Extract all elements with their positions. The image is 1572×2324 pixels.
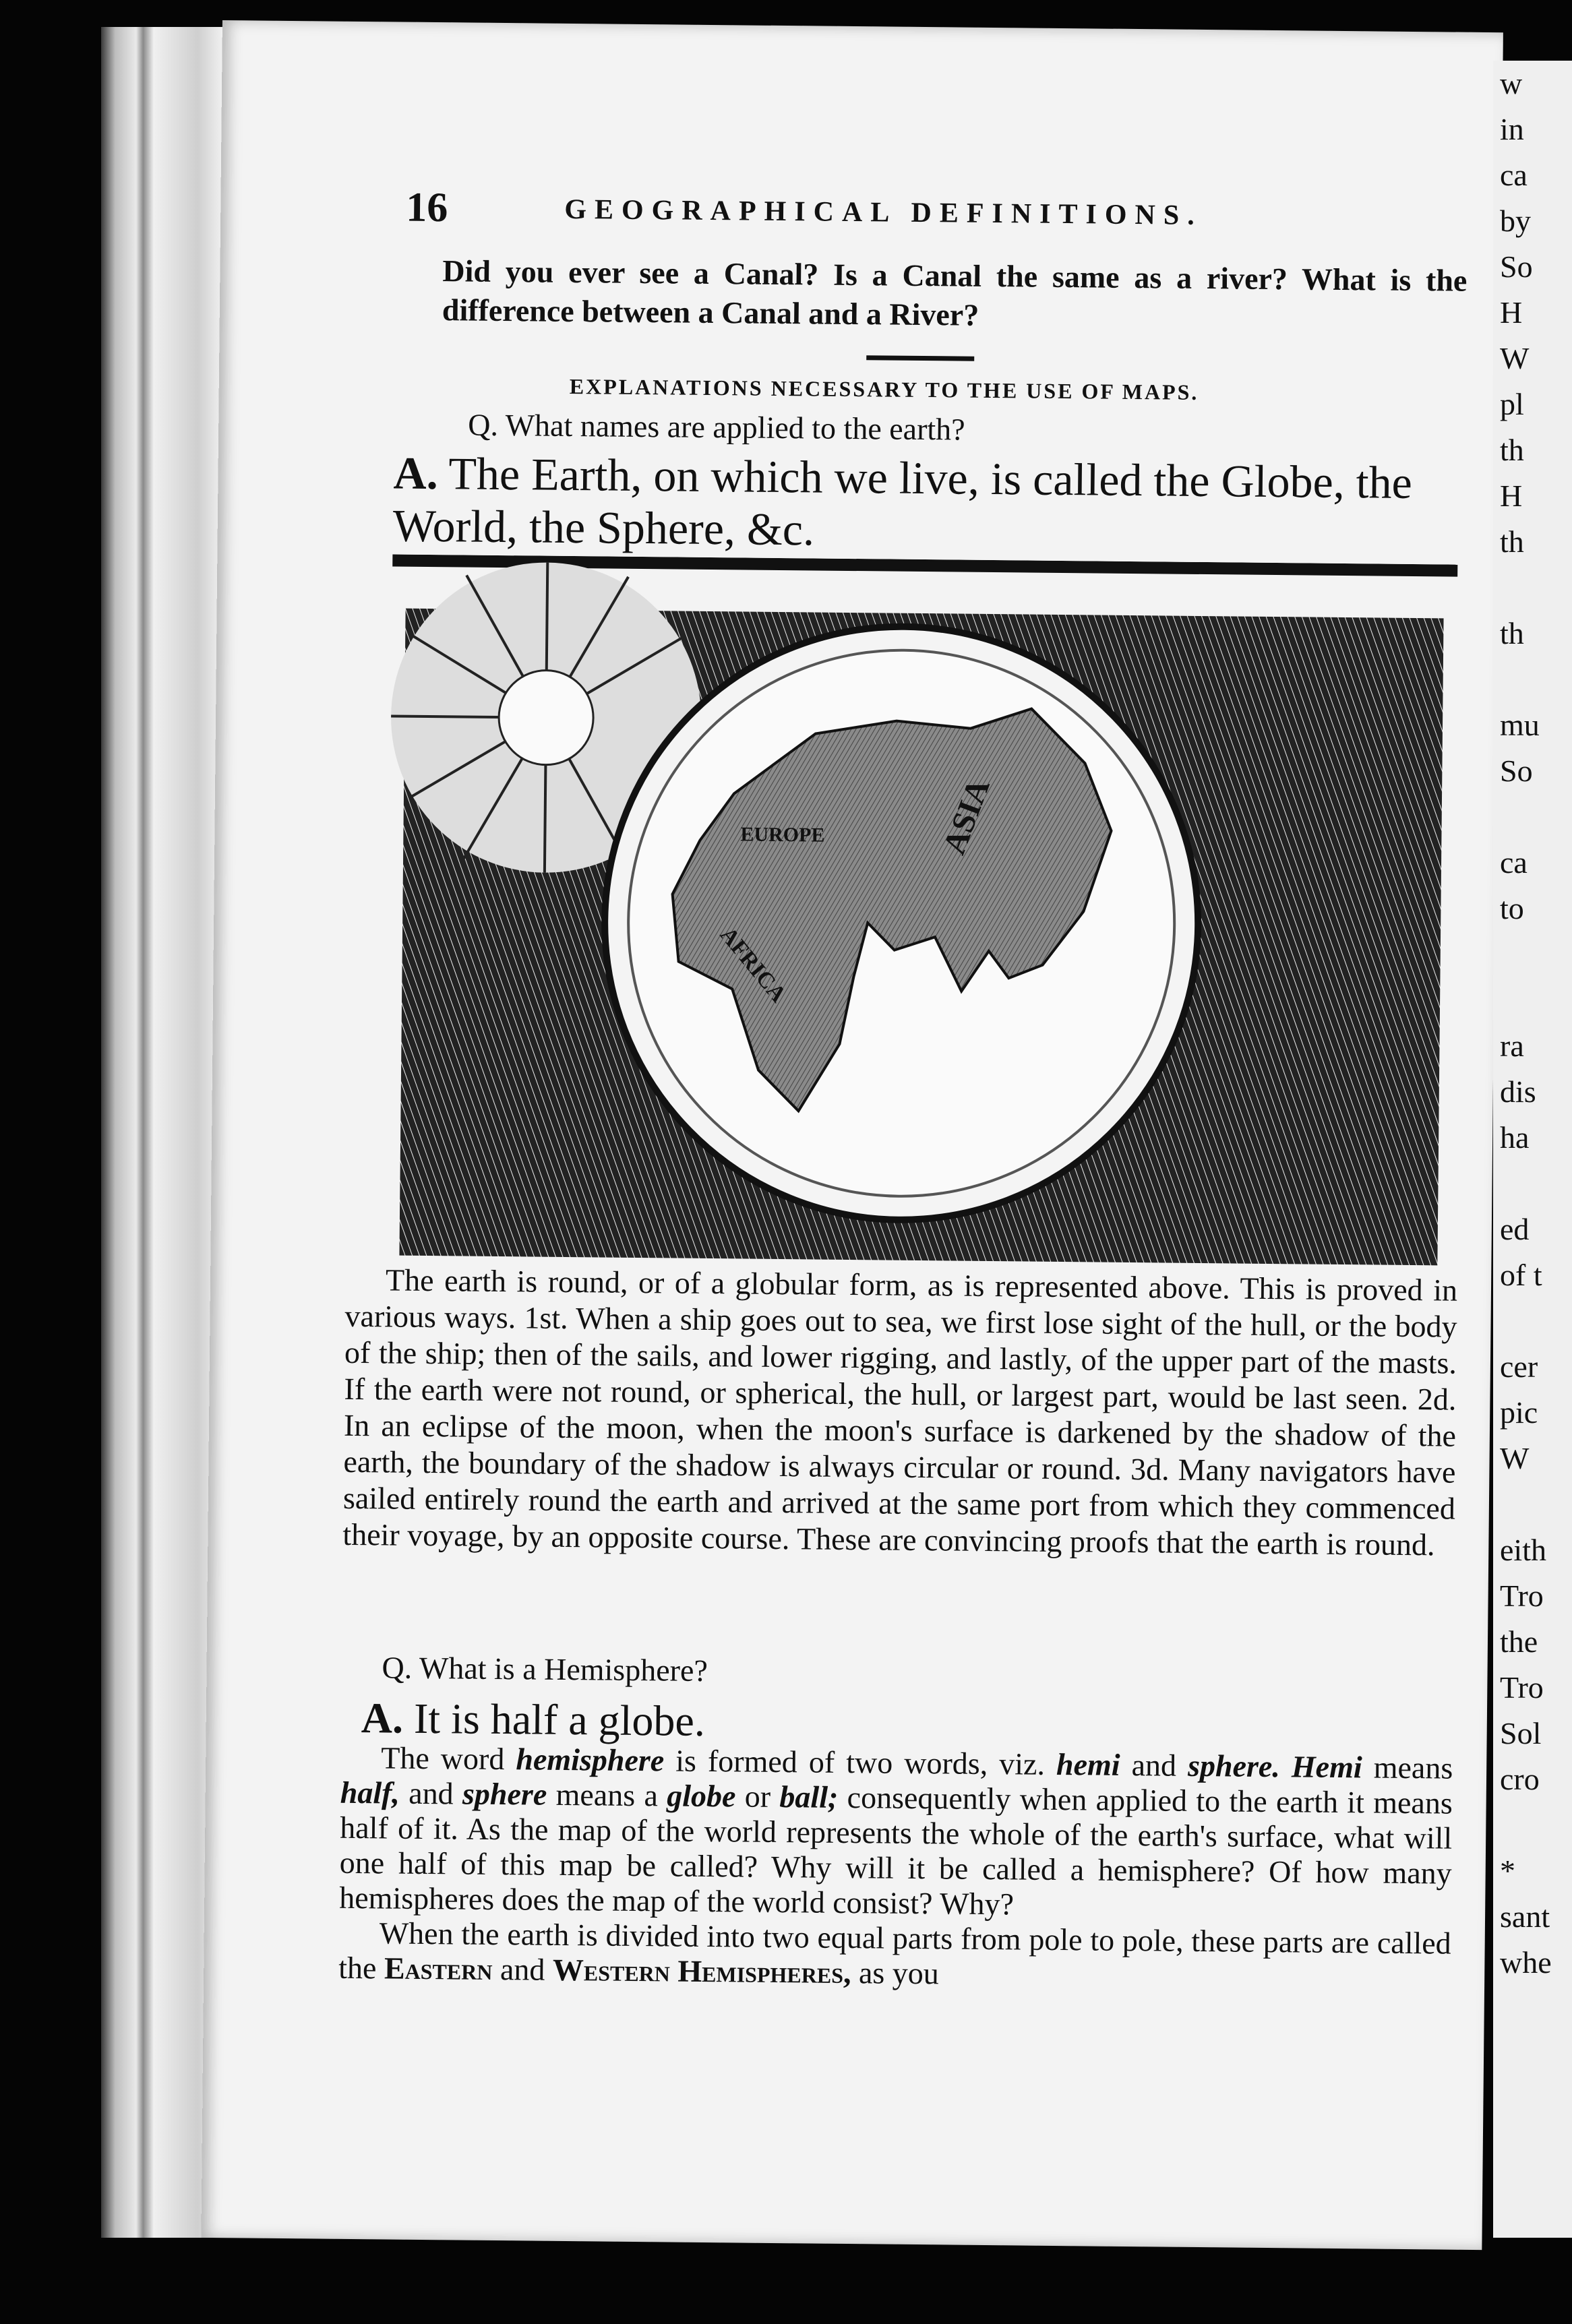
intro-questions: Did you ever see a Canal? Is a Canal the same as a river? What is the difference between a Canal and a River? <box>442 253 1468 332</box>
italic-term: ball; <box>779 1779 839 1814</box>
facing-page-line <box>1493 565 1572 611</box>
paragraph-hemisphere <box>338 1740 1453 1996</box>
facing-page-line: ra <box>1500 1029 1524 1063</box>
paragraph-round-earth <box>342 1262 1457 1564</box>
facing-page-line <box>1493 1481 1572 1527</box>
text-run: and <box>1131 1748 1177 1783</box>
section-heading: EXPLANATIONS NECESSARY TO THE USE OF MAPS. <box>569 373 1199 404</box>
facing-page-line: mu <box>1500 708 1540 742</box>
text-run: is formed of two words, viz. <box>675 1743 1046 1781</box>
facing-page-line: Tro <box>1500 1579 1544 1613</box>
italic-term: sphere. <box>1187 1748 1281 1784</box>
answer-text: It is half a globe. <box>413 1694 706 1745</box>
italic-term: half, <box>340 1775 400 1810</box>
italic-term: hemisphere <box>516 1742 665 1778</box>
facing-page-line <box>1493 656 1572 702</box>
facing-page-line: to <box>1500 891 1524 925</box>
globe <box>602 624 1201 1223</box>
facing-page-line: whe <box>1500 1945 1552 1980</box>
small-caps-term: Western Hemispheres, <box>552 1952 851 1990</box>
facing-page-line: of t <box>1500 1258 1542 1292</box>
facing-page-line: W <box>1500 1441 1530 1475</box>
hemisphere-division <box>338 1916 1451 1996</box>
answer-hemisphere <box>361 1693 705 1746</box>
map-label-africa: AFRICA <box>715 922 791 1008</box>
facing-page-line: the <box>1500 1624 1538 1659</box>
answer-label: A. <box>393 447 439 499</box>
facing-page-line: H <box>1500 295 1523 330</box>
book-page <box>201 20 1503 2250</box>
facing-page-line: in <box>1500 112 1524 146</box>
italic-term: globe <box>667 1778 736 1814</box>
page-number: 16 <box>406 184 448 231</box>
facing-page-line: So <box>1500 249 1533 284</box>
facing-page-line: pic <box>1500 1395 1538 1430</box>
facing-page-line: ca <box>1500 845 1528 880</box>
hemisphere-definition <box>339 1740 1453 1926</box>
facing-page-line <box>1493 1802 1572 1848</box>
facing-page-line <box>1493 1298 1572 1344</box>
question-earth-names: Q. What names are applied to the earth? <box>468 407 965 447</box>
answer-text: The Earth, on which we live, is called the Globe, the World, the Sphere, &c. <box>392 448 1413 555</box>
facing-page-line: ed <box>1500 1212 1530 1246</box>
facing-page-line <box>1493 794 1572 840</box>
facing-page-line: cer <box>1500 1349 1538 1384</box>
facing-page-line <box>1493 1161 1572 1206</box>
facing-page-line: Sol <box>1500 1716 1542 1750</box>
italic-term: Hemi <box>1291 1749 1362 1785</box>
text-run: When the earth is divided into two equal parts from pole to pole, these parts are called the <box>338 1916 1451 1986</box>
text-run: and <box>500 1952 545 1987</box>
answer-label: A. <box>361 1694 404 1742</box>
facing-page-line: th <box>1500 616 1524 650</box>
facing-page-line <box>1493 977 1572 1023</box>
facing-page-line: th <box>1500 524 1524 559</box>
facing-page-line: eith <box>1500 1533 1546 1567</box>
facing-page-line <box>1493 931 1572 977</box>
paragraph-text: The earth is round, or of a globular form, as is represented above. This is proved in various ways. 1st. When a ship goes out to sea, we first lose sight of the hull, or the body of the ship; then of the sails, and lower rigging, and lastly, of the upper part of the masts. If the earth were not round, or spherical, the hull, or largest part, would be last seen. 2d. In an eclipse of the moon, when the moon's surface is darkened by the shadow of the earth, the boundary of the shadow is always circular or round. 3d. Many navigators have sailed entirely round the earth and arrived at the same port from which they commenced their voyage, by an opposite course. These are convincing proofs that the earth is round. <box>342 1262 1458 1562</box>
facing-page-line: * <box>1500 1854 1515 1888</box>
answer-earth-names <box>392 446 1525 562</box>
map-label-europe: EUROPE <box>740 823 825 847</box>
text-run: as you <box>858 1955 940 1991</box>
facing-page-line: th <box>1500 433 1524 467</box>
question-hemisphere: Q. What is a Hemisphere? <box>382 1650 708 1688</box>
text-run: means <box>1373 1750 1453 1785</box>
facing-page-line: pl <box>1500 387 1524 421</box>
facing-page-line: So <box>1500 754 1533 788</box>
facing-page-line: H <box>1500 479 1523 513</box>
italic-term: sphere <box>462 1776 547 1812</box>
text-run: The word <box>381 1740 505 1777</box>
small-caps-term: Eastern <box>384 1951 493 1986</box>
text-run: and <box>409 1775 454 1811</box>
text-run: consequently when applied to the earth it means half of it. As the map of the world represents the whole of the earth's surface, what will one half of this map be called? Why will it be called a hemisphere? Of how many hemispheres does the map of the world consist? Why? <box>339 1780 1453 1922</box>
facing-page-line: cro <box>1500 1762 1540 1796</box>
facing-page-line: ca <box>1500 158 1528 192</box>
globe-illustration <box>379 554 1464 1285</box>
facing-page-line: W <box>1500 341 1530 375</box>
running-title: GEOGRAPHICAL DEFINITIONS. <box>564 193 1203 231</box>
facing-page-line: dis <box>1500 1074 1536 1109</box>
facing-page-fragment <box>1493 61 1572 2238</box>
text-run: means a <box>555 1777 659 1813</box>
facing-page-line: Tro <box>1500 1670 1544 1705</box>
facing-page-line: w <box>1500 66 1523 100</box>
italic-term: hemi <box>1056 1746 1120 1782</box>
facing-page-line: sant <box>1500 1899 1550 1934</box>
facing-page-line: by <box>1500 204 1531 238</box>
map-label-asia: ASIA <box>936 774 997 859</box>
text-run: or <box>744 1779 771 1814</box>
facing-page-line: ha <box>1500 1120 1530 1155</box>
short-rule <box>866 355 974 361</box>
